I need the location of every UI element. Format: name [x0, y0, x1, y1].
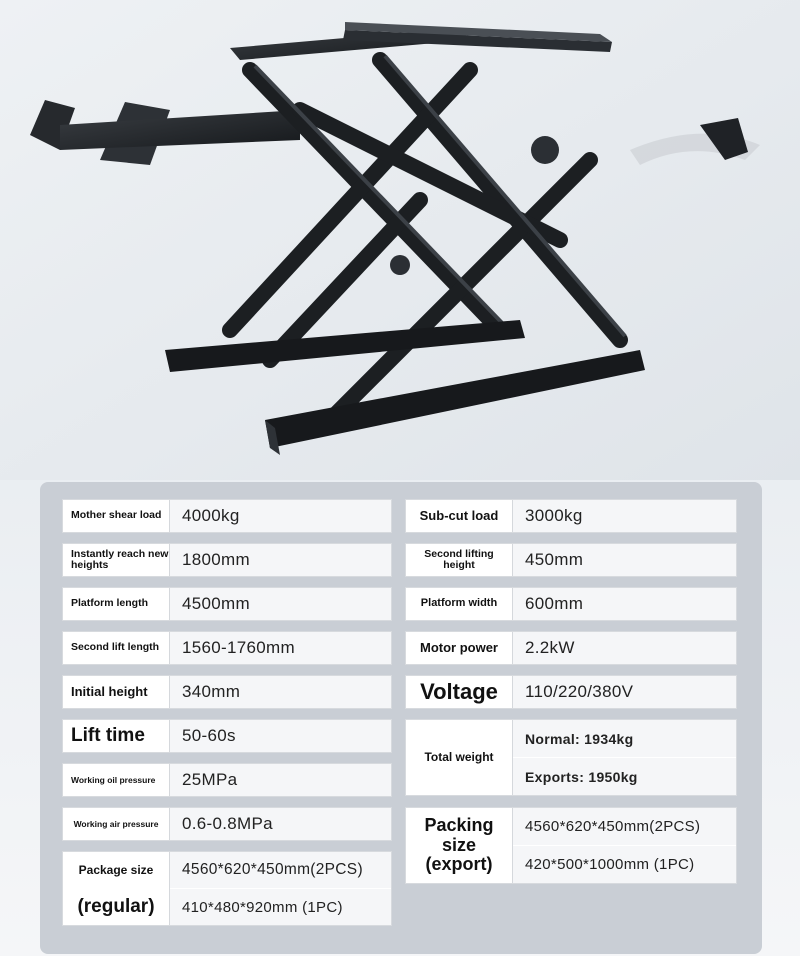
spec-row	[62, 763, 392, 797]
spec-value: 340mm	[170, 676, 391, 708]
spec-value-secondary: 420*500*1000mm (1PC)	[513, 846, 736, 883]
spec-row	[62, 587, 392, 621]
spec-label: Mother shear load	[63, 500, 169, 532]
spec-label: Motor power	[406, 632, 512, 664]
spec-value: 600mm	[513, 588, 736, 620]
spec-value: 450mm	[513, 544, 736, 576]
spec-value: 1800mm	[170, 544, 391, 576]
spec-value: 110/220/380V	[513, 676, 736, 708]
spec-label: Instantly reach new heights	[63, 544, 169, 576]
spec-row	[62, 499, 392, 533]
spec-row	[62, 543, 392, 577]
spec-row	[62, 675, 392, 709]
spec-value: 2.2kW	[513, 632, 736, 664]
spec-label: Packing size (export)	[406, 808, 512, 883]
spec-row	[62, 719, 392, 753]
spec-label: Sub-cut load	[406, 500, 512, 532]
spec-row	[405, 499, 737, 533]
spec-value: 50-60s	[170, 720, 391, 752]
spec-label: Platform width	[406, 588, 512, 620]
spec-row	[405, 675, 737, 709]
spec-row	[62, 807, 392, 841]
spec-label-secondary: (regular)	[63, 888, 169, 925]
spec-row-double	[405, 719, 737, 796]
spec-value: Normal: 1934kg	[513, 720, 736, 757]
spec-value: 4500mm	[170, 588, 391, 620]
spec-row	[405, 587, 737, 621]
spec-row	[405, 631, 737, 665]
spec-row	[62, 631, 392, 665]
spec-value: 1560-1760mm	[170, 632, 391, 664]
spec-value: 4000kg	[170, 500, 391, 532]
spec-label: Total weight	[406, 720, 512, 795]
spec-row-double	[62, 851, 392, 926]
spec-label: Working oil pressure	[63, 764, 169, 796]
spec-row-double	[405, 807, 737, 884]
spec-value: 4560*620*450mm(2PCS)	[513, 808, 736, 845]
spec-value: 4560*620*450mm(2PCS)	[170, 852, 391, 888]
spec-value: 3000kg	[513, 500, 736, 532]
spec-label: Platform length	[63, 588, 169, 620]
spec-label: Second lifting height	[406, 544, 512, 576]
spec-value: 25MPa	[170, 764, 391, 796]
spec-label: Second lift length	[63, 632, 169, 664]
spec-value-secondary: Exports: 1950kg	[513, 758, 736, 795]
spec-label: Working air pressure	[63, 808, 169, 840]
spec-label: Voltage	[406, 676, 512, 708]
spec-value: 0.6-0.8MPa	[170, 808, 391, 840]
spec-value-secondary: 410*480*920mm (1PC)	[170, 889, 391, 925]
spec-label: Initial height	[63, 676, 169, 708]
spec-row	[405, 543, 737, 577]
specifications-table	[40, 482, 762, 954]
spec-label: Package size	[63, 852, 169, 888]
spec-label: Lift time	[63, 720, 169, 752]
